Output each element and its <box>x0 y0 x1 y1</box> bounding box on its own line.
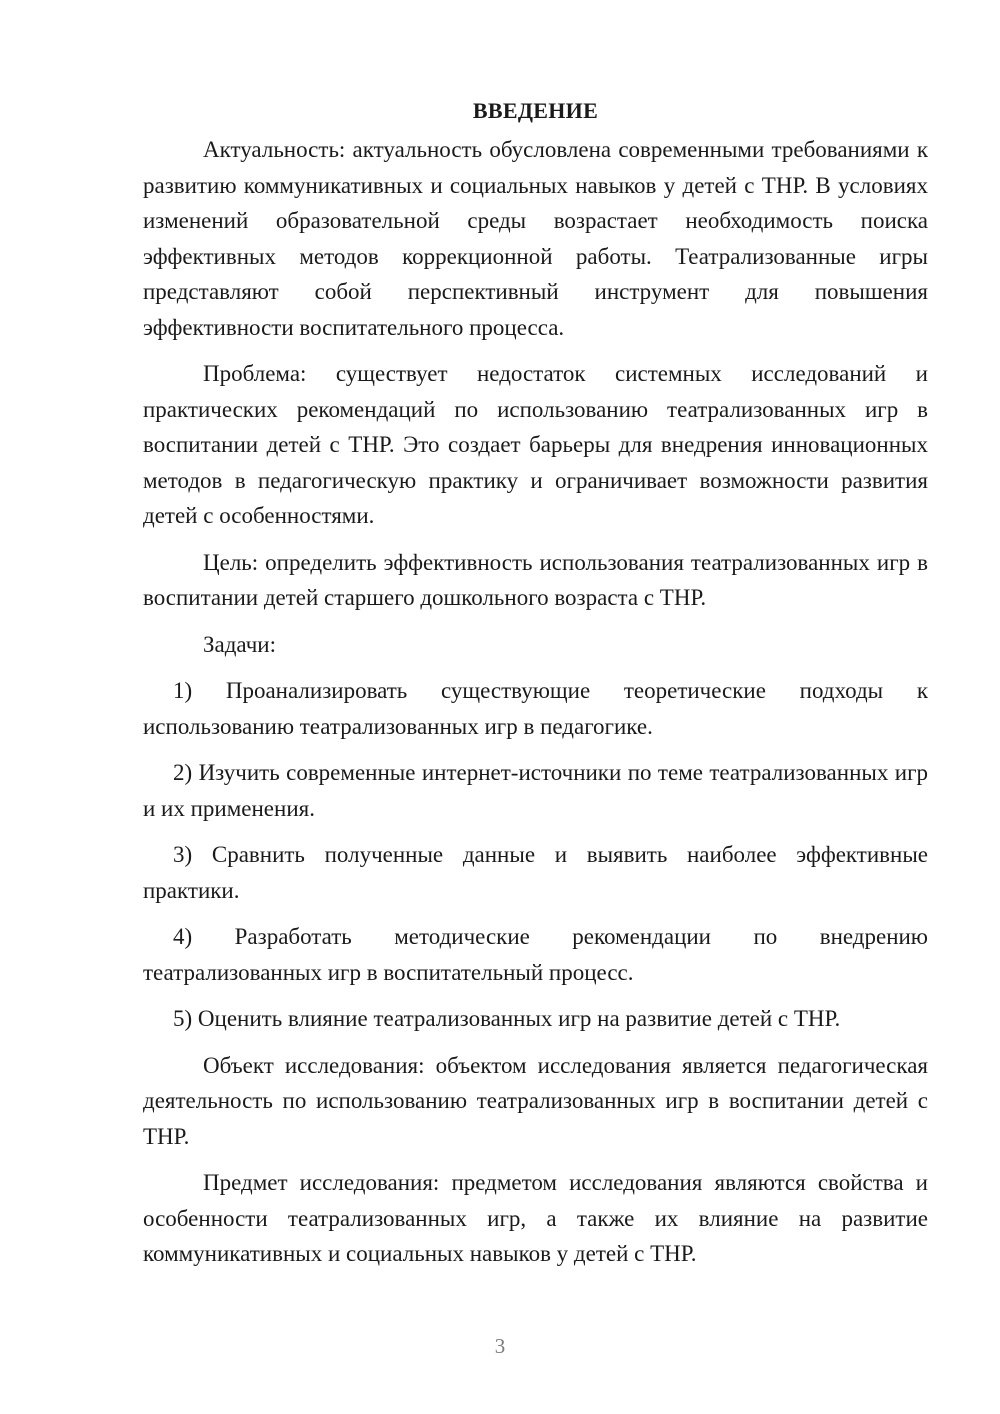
paragraph-goal: Цель: определить эффективность использования театрализованных игр в воспитании детей старшего дошкольного возраста с ТНР. <box>143 549 928 610</box>
task-item-5: 5) Оценить влияние театрализованных игр на развитие детей с ТНР. <box>173 1006 841 1031</box>
task-item-2: 2) Изучить современные интернет-источники по теме театрализованных игр и их применения. <box>143 760 928 821</box>
paragraph-object: Объект исследования: объектом исследования является педагогическая деятельность по использованию театрализованных игр в воспитании детей с ТНР. <box>143 1052 928 1149</box>
task-item-4: 4) Разработать методические рекомендации по внедрению театрализованных игр в воспитательный процесс. <box>143 924 928 985</box>
section-heading: ВВЕДЕНИЕ <box>472 98 599 123</box>
paragraph-subject: Предмет исследования: предметом исследования являются свойства и особенности театрализованных игр, а также их влияние на развитие коммуникативных и социальных навыков у детей с ТНР. <box>143 1170 928 1266</box>
paragraph-problem: Проблема: существует недостаток системных исследований и практических рекомендаций по использованию театрализованных игр в воспитании детей с ТНР. Это создает барьеры для внедрения инновационных методов в педагогическую практику и ограничивает возможности развития детей с особенностями. <box>143 361 928 528</box>
paragraph-relevance: Актуальность: актуальность обусловлена современными требованиями к развитию коммуникативных и социальных навыков у детей с ТНР. В условиях изменений образовательной среды возрастает необходимость поиска эффективных методов коррекционной работы. Театрализованные игры представляют собой перспективный инструмент для повышения эффективности воспитательного процесса. <box>143 137 928 340</box>
page-number: 3 <box>494 1334 506 1358</box>
task-item-3: 3) Сравнить полученные данные и выявить наиболее эффективные практики. <box>143 842 928 903</box>
paragraph-tasks-label: Задачи: <box>203 631 276 657</box>
task-item-1: 1) Проанализировать существующие теоретические подходы к использованию театрализованных игр в педагогике. <box>143 678 928 739</box>
page-content <box>143 93 928 1283</box>
